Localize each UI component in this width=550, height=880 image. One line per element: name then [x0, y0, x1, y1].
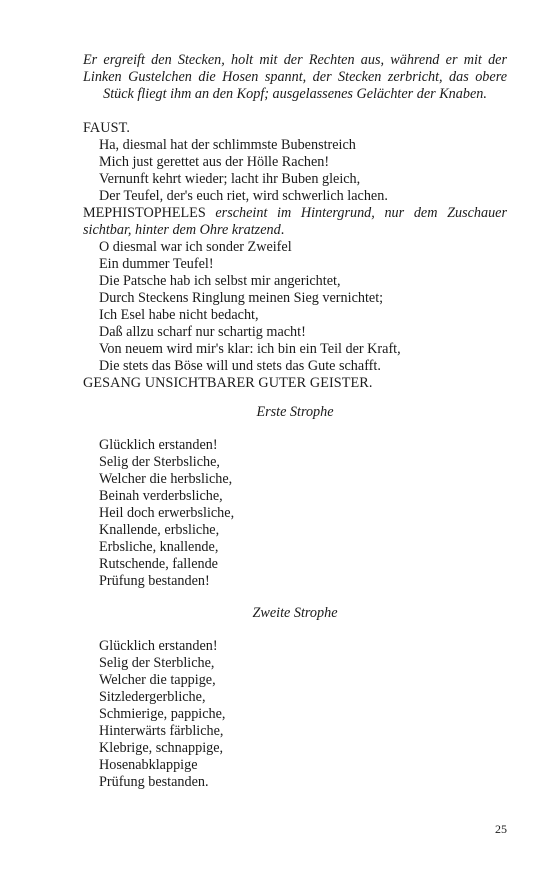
verse-line: Der Teufel, der's euch riet, wird schwerlich lachen.	[99, 188, 388, 204]
verse-line: Ha, diesmal hat der schlimmste Bubenstreich	[99, 137, 356, 153]
stage-direction-line: Stück fliegt ihm an den Kopf; ausgelassenes Gelächter der Knaben.	[103, 86, 487, 102]
verse-line: Von neuem wird mir's klar: ich bin ein Teil der Kraft,	[99, 341, 401, 357]
stage-direction	[83, 52, 507, 103]
verse-line: Die stets das Böse will und stets das Gute schafft.	[99, 358, 381, 374]
verse-line: Prüfung bestanden!	[99, 573, 210, 589]
verse-line: Klebrige, schnappige,	[99, 740, 224, 756]
verse-line: Erbsliche, knallende,	[99, 539, 219, 555]
speaker-chorus: GESANG UNSICHTBARER GUTER GEISTER.	[83, 375, 373, 391]
punctuation: .	[280, 222, 285, 238]
verse-line: O diesmal war ich sonder Zweifel	[99, 239, 292, 255]
verse-line: Die Patsche hab ich selbst mir angerichtet,	[99, 273, 341, 289]
mephisto-entrance	[83, 205, 507, 222]
verse-line: Ein dummer Teufel!	[99, 256, 214, 272]
stage-direction-inline: erscheint im Hintergrund, nur dem Zuschauer	[215, 205, 508, 221]
speaker-faust: FAUST.	[83, 120, 130, 136]
scene-text	[83, 120, 507, 392]
verse-line: Rutschende, fallende	[99, 556, 218, 572]
verse-line: Welcher die tappige,	[99, 672, 216, 688]
strophe-heading: Erste Strophe	[256, 404, 334, 420]
verse-line: Heil doch erwerbsliche,	[99, 505, 235, 521]
strophe-first	[83, 437, 507, 590]
stage-direction-line: Er ergreift den Stecken, holt mit der Rechten aus, während er mit der	[83, 52, 507, 68]
strophe-heading: Zweite Strophe	[252, 605, 338, 621]
verse-line: Vernunft kehrt wieder; lacht ihr Buben gleich,	[99, 171, 361, 187]
verse-line: Glücklich erstanden!	[99, 437, 218, 453]
speaker-mephistopheles: MEPHISTOPHELES	[83, 205, 206, 221]
mephisto-entrance-cont	[83, 222, 507, 239]
verse-line: Hosenabklappige	[99, 757, 198, 773]
verse-line: Sitzledergerbliche,	[99, 689, 206, 705]
verse-line: Schmierige, pappiche,	[99, 706, 226, 722]
verse-line: Durch Steckens Ringlung meinen Sieg vernichtet;	[99, 290, 384, 306]
verse-line: Mich just gerettet aus der Hölle Rachen!	[99, 154, 330, 170]
verse-line: Selig der Sterbliche,	[99, 655, 215, 671]
verse-line: Glücklich erstanden!	[99, 638, 218, 654]
verse-line: Selig der Sterbsliche,	[99, 454, 220, 470]
verse-line: Beinah verderbsliche,	[99, 488, 223, 504]
verse-line: Daß allzu scharf nur schartig macht!	[99, 324, 306, 340]
verse-line: Prüfung bestanden.	[99, 774, 209, 790]
verse-line: Ich Esel habe nicht bedacht,	[99, 307, 259, 323]
page-number: 25	[495, 822, 507, 836]
verse-line: Knallende, erbsliche,	[99, 522, 220, 538]
verse-line: Welcher die herbsliche,	[99, 471, 233, 487]
stage-direction-inline: sichtbar, hinter dem Ohre kratzend	[83, 222, 281, 238]
verse-line: Hinterwärts färbliche,	[99, 723, 224, 739]
stage-direction-line: Linken Gustelchen die Hosen spannt, der Stecken zerbricht, das obere	[83, 69, 507, 85]
strophe-second	[83, 638, 507, 791]
